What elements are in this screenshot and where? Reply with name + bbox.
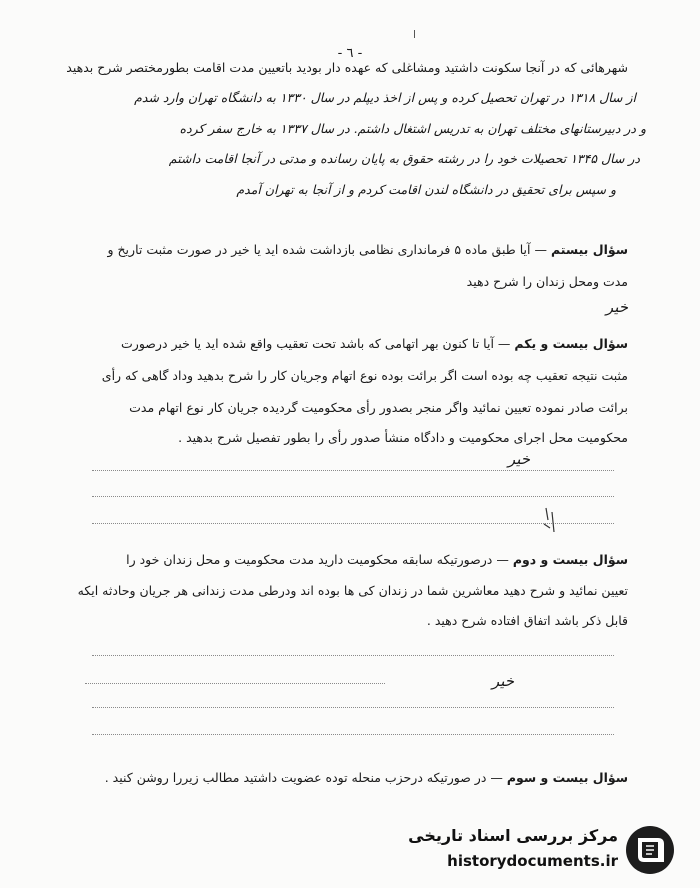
watermark-url: historydocuments.ir xyxy=(447,852,618,870)
question-21-label: سؤال بیست و یکم xyxy=(514,336,628,351)
answer-line xyxy=(92,470,614,471)
question-20: سؤال بیستم — آیا طبق ماده ۵ فرمانداری نظامی بازداشت شده اید یا خیر در صورت مثبت تاریخ و xyxy=(107,242,628,257)
handwritten-line-1: از سال ۱۳۱۸ در تهران تحصیل کرده و پس از اخذ دیپلم در سال ۱۳۳۰ به دانشگاه تهران وارد شدم xyxy=(134,90,636,105)
question-23-text-1: در صورتیکه درحزب منحله توده عضویت داشتید مطالب زیررا روشن کنید . xyxy=(104,770,487,785)
question-20-text-1: آیا طبق ماده ۵ فرمانداری نظامی بازداشت شده اید یا خیر در صورت مثبت تاریخ و xyxy=(107,242,531,257)
question-21-text-4: محکومیت محل اجرای محکومیت و دادگاه منشأ صدور رأی را بطور تفصیل شرح بدهید . xyxy=(178,430,628,445)
handwritten-line-2: و در دبیرستانهای مختلف تهران به تدریس اشتغال داشتم. در سال ۱۳۳۷ به خارج سفر کرده xyxy=(179,121,646,136)
pen-mark xyxy=(540,506,564,536)
question-21-text-2: مثبت نتیجه تعقیب چه بوده است اگر برائت بوده نوع اتهام وجریان کار را شرح بدهید وداد گاهی که رأی xyxy=(101,368,628,383)
question-21-text-3: برائت صادر نموده تعیین نمائید واگر منجر بصدور رأی محکومیت گردیده جریان کار نوع اتهام مدت xyxy=(129,400,628,415)
question-22-label: سؤال بیست و دوم xyxy=(512,552,628,567)
page-mark xyxy=(414,30,415,38)
answer-line xyxy=(85,683,385,684)
question-22-answer: خیر xyxy=(491,672,514,690)
question-20-answer: خیر xyxy=(605,298,628,316)
answer-line xyxy=(92,707,614,708)
answer-line xyxy=(92,734,614,735)
question-20-label: سؤال بیستم xyxy=(550,242,628,257)
question-20-text-2: مدت ومحل زندان را شرح دهید xyxy=(466,274,628,289)
page-number: - ٦ - xyxy=(337,46,363,61)
answer-line xyxy=(92,496,614,497)
answer-line xyxy=(92,655,614,656)
archive-watermark xyxy=(408,818,680,880)
question-21: سؤال بیست و یکم — آیا تا کنون بهر اتهامی که باشد تحت تعقیب واقع شده اید یا خیر درصورت xyxy=(121,336,628,351)
question-21-text-1: آیا تا کنون بهر اتهامی که باشد تحت تعقیب واقع شده اید یا خیر درصورت xyxy=(121,336,494,351)
watermark-name: مرکز بررسی اسناد تاریخی xyxy=(408,826,618,845)
question-22-text-2: تعیین نمائید و شرح دهید معاشرین شما در زندان کی ها بوده اند ودرطی مدت زندانی هر جریان وحادثه ایکه xyxy=(77,583,628,598)
handwritten-line-4: و سپس برای تحقیق در دانشگاه لندن اقامت کردم و از آنجا به تهران آمدم xyxy=(236,182,616,197)
question-21-answer: خیر xyxy=(507,450,530,468)
question-22-text-1: درصورتیکه سابقه محکومیت دارید مدت محکومیت و محل زندان خود را xyxy=(126,552,493,567)
question-22-text-3: قابل ذکر باشد اتفاق افتاده شرح دهید . xyxy=(426,613,628,628)
answer-line xyxy=(92,523,614,524)
question-23-label: سؤال بیست و سوم xyxy=(506,770,628,785)
question-22: سؤال بیست و دوم — درصورتیکه سابقه محکومیت دارید مدت محکومیت و محل زندان خود را xyxy=(126,552,628,567)
intro-prompt: شهرهائی که در آنجا سکونت داشتید ومشاغلی که عهده دار بودید باتعیین مدت اقامت بطورمختصر شرح بدهید xyxy=(66,60,628,75)
archive-logo-icon xyxy=(624,824,676,876)
handwritten-line-3: در سال ۱۳۴۵ تحصیلات خود را در رشته حقوق به پایان رسانده و مدتی در آنجا اقامت داشتم xyxy=(168,151,640,166)
question-23: سؤال بیست و سوم — در صورتیکه درحزب منحله توده عضویت داشتید مطالب زیررا روشن کنید . xyxy=(104,770,628,785)
